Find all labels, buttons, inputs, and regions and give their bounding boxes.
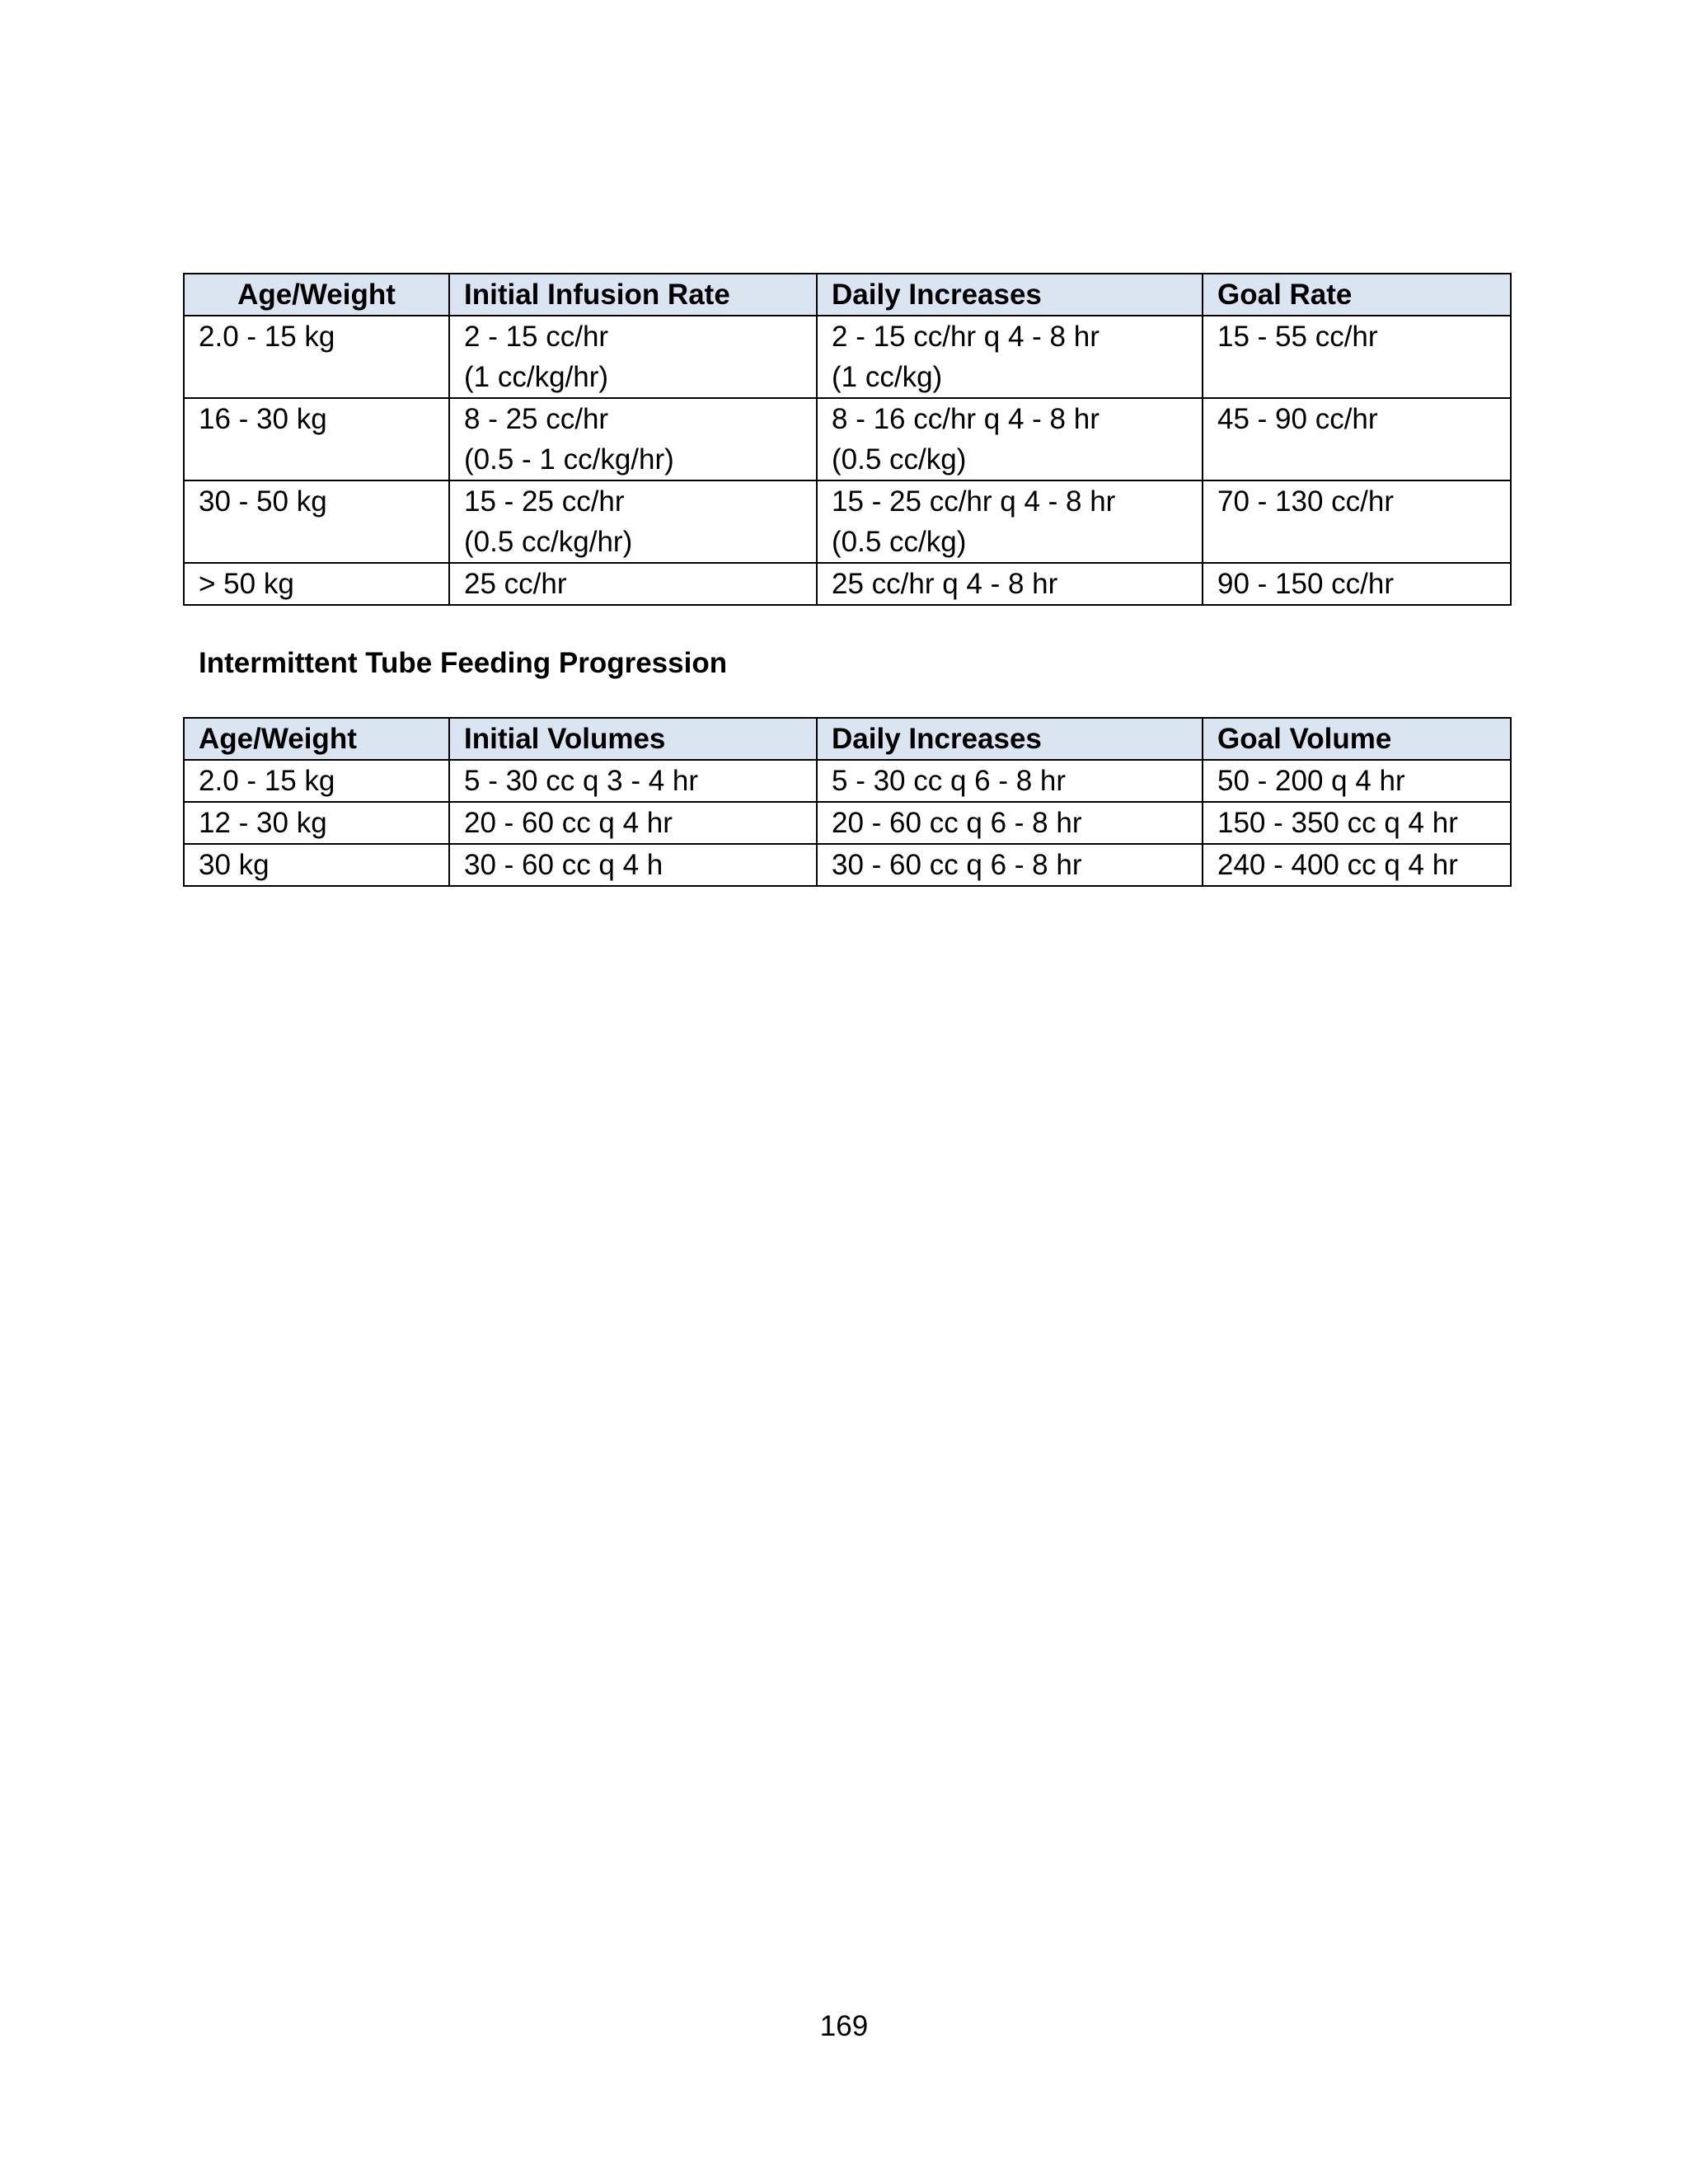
table-cell bbox=[817, 316, 1203, 398]
table-row bbox=[184, 480, 1511, 563]
cell-text: 25 cc/hr bbox=[464, 568, 567, 600]
cell-text: 30 kg bbox=[199, 849, 270, 881]
intermittent-feeding-table bbox=[183, 717, 1512, 887]
header-age-weight: Age/Weight bbox=[184, 718, 449, 760]
table-row bbox=[184, 844, 1511, 886]
table-row bbox=[184, 316, 1511, 398]
header-daily-increases: Daily Increases bbox=[817, 718, 1203, 760]
cell-text: (0.5 cc/kg/hr) bbox=[464, 526, 633, 558]
cell-text: (0.5 - 1 cc/kg/hr) bbox=[464, 443, 674, 476]
table-row bbox=[184, 398, 1511, 480]
cell-text: 8 - 16 cc/hr q 4 - 8 hr bbox=[832, 403, 1100, 435]
page-number: 169 bbox=[819, 2010, 869, 2042]
table-cell bbox=[184, 563, 449, 605]
cell-text: 15 - 55 cc/hr bbox=[1217, 321, 1378, 353]
cell-text: 2 - 15 cc/hr q 4 - 8 hr bbox=[832, 321, 1100, 353]
cell-text: 16 - 30 kg bbox=[199, 403, 327, 435]
cell-text: (0.5 cc/kg) bbox=[832, 526, 967, 558]
table-cell bbox=[449, 316, 817, 398]
cell-text: (1 cc/kg/hr) bbox=[464, 361, 609, 393]
cell-text: 30 - 60 cc q 6 - 8 hr bbox=[832, 849, 1082, 881]
header-daily-increases: Daily Increases bbox=[817, 274, 1203, 316]
table-header-row bbox=[184, 274, 1511, 316]
table-cell bbox=[184, 398, 449, 480]
cell-text: 5 - 30 cc q 6 - 8 hr bbox=[832, 765, 1067, 797]
table-cell bbox=[817, 480, 1203, 563]
cell-text: 2.0 - 15 kg bbox=[199, 321, 335, 353]
header-initial-infusion-rate: Initial Infusion Rate bbox=[449, 274, 817, 316]
table-cell bbox=[1203, 802, 1511, 844]
table-cell bbox=[449, 802, 817, 844]
cell-text: 8 - 25 cc/hr bbox=[464, 403, 609, 435]
table-row bbox=[184, 563, 1511, 605]
header-goal-rate: Goal Rate bbox=[1203, 274, 1511, 316]
table-cell bbox=[817, 844, 1203, 886]
table-cell bbox=[817, 760, 1203, 802]
table-cell bbox=[184, 802, 449, 844]
table-cell bbox=[184, 316, 449, 398]
intermittent-table-body bbox=[184, 760, 1511, 886]
cell-text: 45 - 90 cc/hr bbox=[1217, 403, 1378, 435]
cell-text: (1 cc/kg) bbox=[832, 361, 943, 393]
cell-text: 50 - 200 q 4 hr bbox=[1217, 765, 1405, 797]
table-row bbox=[184, 802, 1511, 844]
cell-text: 25 cc/hr q 4 - 8 hr bbox=[832, 568, 1058, 600]
cell-text: 15 - 25 cc/hr q 4 - 8 hr bbox=[832, 485, 1116, 518]
table-cell bbox=[1203, 316, 1511, 398]
cell-text: 20 - 60 cc q 6 - 8 hr bbox=[832, 807, 1082, 839]
table-cell bbox=[1203, 760, 1511, 802]
table-cell bbox=[1203, 844, 1511, 886]
cell-text: 20 - 60 cc q 4 hr bbox=[464, 807, 673, 839]
cell-text: 15 - 25 cc/hr bbox=[464, 485, 625, 518]
cell-text: 2 - 15 cc/hr bbox=[464, 321, 609, 353]
table-cell bbox=[817, 802, 1203, 844]
cell-text: 70 - 130 cc/hr bbox=[1217, 485, 1394, 518]
continuous-feeding-table bbox=[183, 273, 1512, 606]
table-cell bbox=[817, 563, 1203, 605]
table-cell bbox=[449, 398, 817, 480]
continuous-table-body bbox=[184, 316, 1511, 605]
cell-text: 2.0 - 15 kg bbox=[199, 765, 335, 797]
table-cell bbox=[1203, 398, 1511, 480]
cell-text: 150 - 350 cc q 4 hr bbox=[1217, 807, 1458, 839]
cell-text: 12 - 30 kg bbox=[199, 807, 327, 839]
table-cell bbox=[817, 398, 1203, 480]
cell-text: 90 - 150 cc/hr bbox=[1217, 568, 1394, 600]
cell-text: 30 - 60 cc q 4 h bbox=[464, 849, 663, 881]
table-cell bbox=[449, 563, 817, 605]
cell-text: > 50 kg bbox=[199, 568, 294, 600]
table-cell bbox=[1203, 563, 1511, 605]
table-cell bbox=[184, 760, 449, 802]
cell-text: 30 - 50 kg bbox=[199, 485, 327, 518]
cell-text: 240 - 400 cc q 4 hr bbox=[1217, 849, 1458, 881]
table-cell bbox=[449, 844, 817, 886]
intermittent-section-title: Intermittent Tube Feeding Progression bbox=[199, 647, 728, 679]
table-cell bbox=[1203, 480, 1511, 563]
table-header-row bbox=[184, 718, 1511, 760]
cell-text: 5 - 30 cc q 3 - 4 hr bbox=[464, 765, 699, 797]
header-age-weight: Age/Weight bbox=[184, 274, 449, 316]
table-cell bbox=[449, 480, 817, 563]
table-row bbox=[184, 760, 1511, 802]
header-goal-volume: Goal Volume bbox=[1203, 718, 1511, 760]
table-cell bbox=[449, 760, 817, 802]
table-cell bbox=[184, 844, 449, 886]
table-cell bbox=[184, 480, 449, 563]
cell-text: (0.5 cc/kg) bbox=[832, 443, 967, 476]
header-initial-volumes: Initial Volumes bbox=[449, 718, 817, 760]
